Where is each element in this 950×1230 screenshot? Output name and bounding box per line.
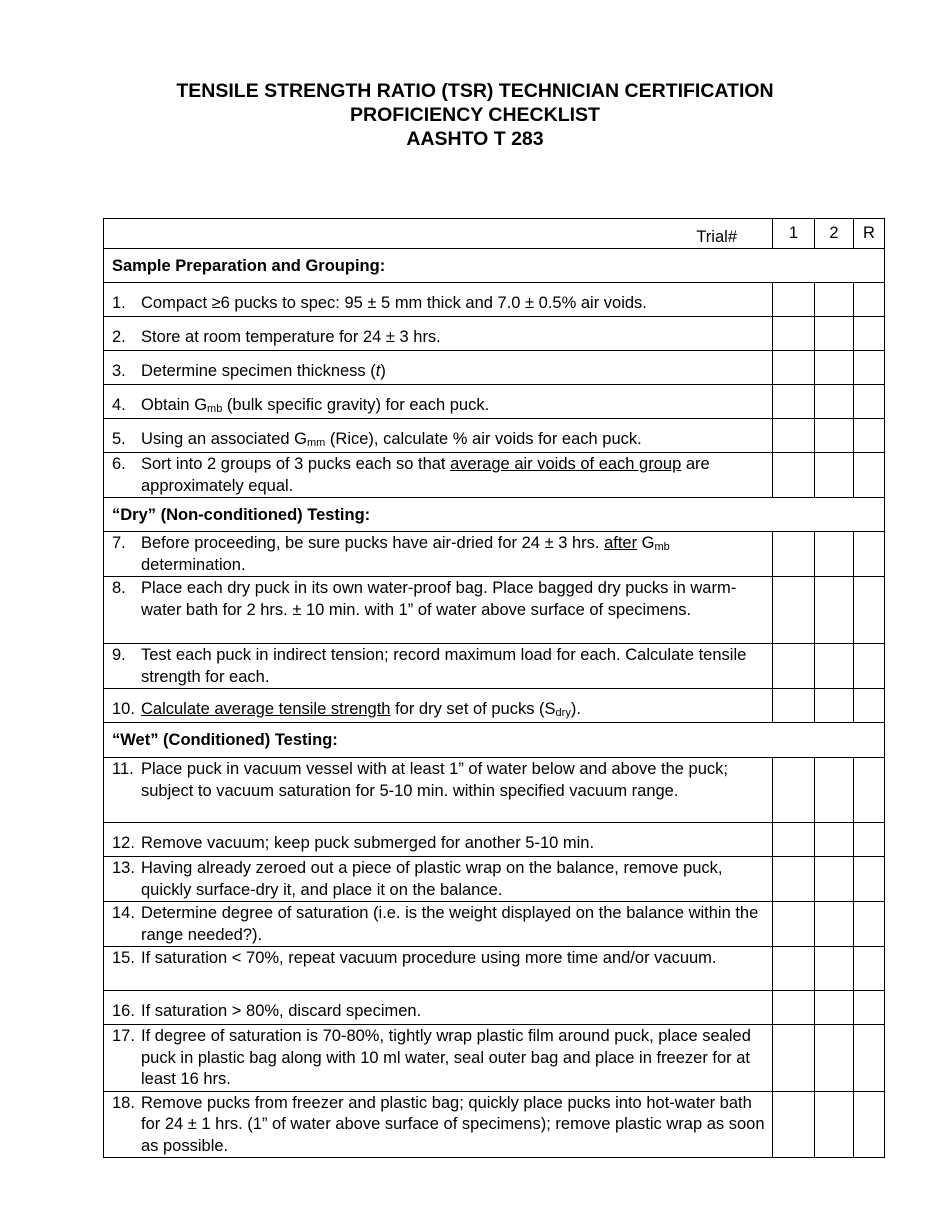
- check-cell-2[interactable]: [815, 689, 854, 723]
- section-heading-dry: “Dry” (Non-conditioned) Testing:: [104, 498, 885, 532]
- table-row: [104, 283, 885, 317]
- item-number: 14.: [112, 904, 135, 922]
- check-cell-r[interactable]: [854, 857, 885, 902]
- check-cell-1[interactable]: [773, 453, 815, 498]
- item-number: 1.: [112, 294, 126, 312]
- check-cell-1[interactable]: [773, 947, 815, 991]
- table-row: [104, 644, 885, 689]
- item-text: Having already zeroed out a piece of plastic wrap on the balance, remove puck, quickly surface-dry it, and place it on the balance.: [141, 859, 723, 899]
- check-cell-1[interactable]: [773, 644, 815, 689]
- table-row: [104, 419, 885, 453]
- table-row: [104, 385, 885, 419]
- item-number: 7.: [112, 534, 126, 552]
- check-cell-2[interactable]: [815, 385, 854, 419]
- title-line-2: PROFICIENCY CHECKLIST: [350, 104, 600, 126]
- table-row: [104, 317, 885, 351]
- item-text: If saturation < 70%, repeat vacuum procedure using more time and/or vacuum.: [141, 949, 717, 967]
- check-cell-2[interactable]: [815, 1091, 854, 1158]
- check-cell-2[interactable]: [815, 823, 854, 857]
- check-cell-r[interactable]: [854, 385, 885, 419]
- check-cell-1[interactable]: [773, 577, 815, 644]
- table-row: [104, 532, 885, 577]
- check-cell-r[interactable]: [854, 419, 885, 453]
- check-cell-1[interactable]: [773, 532, 815, 577]
- check-cell-1[interactable]: [773, 689, 815, 723]
- check-cell-r[interactable]: [854, 689, 885, 723]
- item-number: 15.: [112, 949, 135, 967]
- table-row: [104, 577, 885, 644]
- check-cell-2[interactable]: [815, 351, 854, 385]
- item-text: Place puck in vacuum vessel with at least 1” of water below and above the puck; subject to vacuum saturation for 5-10 min. within specified vacuum range.: [141, 760, 728, 800]
- check-cell-1[interactable]: [773, 758, 815, 823]
- item-number: 2.: [112, 328, 126, 346]
- table-row: [104, 947, 885, 991]
- table-row: [104, 1025, 885, 1092]
- check-cell-r[interactable]: [854, 453, 885, 498]
- table-row: [104, 823, 885, 857]
- table-row: [104, 857, 885, 902]
- table-row: [104, 1091, 885, 1158]
- table-row: [104, 991, 885, 1025]
- checklist-table: [103, 218, 885, 1158]
- check-cell-r[interactable]: [854, 532, 885, 577]
- section-row-wet: [104, 723, 885, 758]
- check-cell-2[interactable]: [815, 902, 854, 947]
- item-number: 17.: [112, 1027, 135, 1045]
- check-cell-1[interactable]: [773, 1091, 815, 1158]
- check-cell-r[interactable]: [854, 283, 885, 317]
- check-cell-r[interactable]: [854, 1025, 885, 1092]
- check-cell-2[interactable]: [815, 317, 854, 351]
- section-row-dry: [104, 498, 885, 532]
- item-number: 18.: [112, 1093, 135, 1112]
- item-text: Store at room temperature for 24 ± 3 hrs.: [141, 328, 441, 346]
- table-row: [104, 902, 885, 947]
- trial-col-2: 2: [815, 219, 854, 249]
- item-text: Place each dry puck in its own water-proof bag. Place bagged dry pucks in warm-water bath for 2 hrs. ± 10 min. with 1” of water above surface of specimens.: [141, 579, 737, 619]
- table-row: [104, 689, 885, 723]
- trial-label: Trial#: [104, 219, 773, 249]
- check-cell-2[interactable]: [815, 857, 854, 902]
- item-number: 5.: [112, 430, 126, 448]
- item-text: Calculate average tensile strength for dry set of pucks $(S_{dry})$.: [141, 700, 581, 719]
- item-text: Remove pucks from freezer and plastic bag; quickly place pucks into hot-water bath for 24 ± 1 hrs. (1” of water above surface of specimens); remove plastic wrap as soon as possible.: [141, 1093, 765, 1155]
- item-number: 10.: [112, 700, 135, 718]
- check-cell-1[interactable]: [773, 991, 815, 1025]
- item-text: Determine specimen thickness (t): [141, 362, 386, 380]
- check-cell-1[interactable]: [773, 283, 815, 317]
- page-title: [0, 79, 950, 151]
- check-cell-2[interactable]: [815, 577, 854, 644]
- item-number: 12.: [112, 834, 135, 852]
- item-text: Obtain $G_{mb}$ (bulk specific gravity) for each puck.: [141, 396, 490, 415]
- check-cell-2[interactable]: [815, 532, 854, 577]
- table-row: [104, 351, 885, 385]
- item-text: If degree of saturation is 70-80%, tightly wrap plastic film around puck, place sealed puck in plastic bag along with 10 ml water, seal outer bag and place in freezer for at least 16 hrs.: [141, 1027, 751, 1088]
- item-text: Test each puck in indirect tension; record maximum load for each. Calculate tensile strength for each.: [141, 646, 747, 686]
- check-cell-2[interactable]: [815, 453, 854, 498]
- check-cell-1[interactable]: [773, 1025, 815, 1092]
- check-cell-r[interactable]: [854, 947, 885, 991]
- section-heading-wet: “Wet” (Conditioned) Testing:: [104, 723, 885, 758]
- item-text: Determine degree of saturation (i.e. is the weight displayed on the balance within the range needed?).: [141, 904, 759, 944]
- check-cell-r[interactable]: [854, 758, 885, 823]
- check-cell-1[interactable]: [773, 823, 815, 857]
- table-row: [104, 453, 885, 498]
- check-cell-r[interactable]: [854, 577, 885, 644]
- title-line-1: TENSILE STRENGTH RATIO (TSR) TECHNICIAN CERTIFICATION: [176, 80, 774, 102]
- section-row-prep: [104, 249, 885, 283]
- check-cell-r[interactable]: [854, 351, 885, 385]
- item-text: Sort into 2 groups of 3 pucks each so that average air voids of each group are approximately equal.: [141, 455, 710, 495]
- item-number: 11.: [112, 760, 134, 778]
- check-cell-2[interactable]: [815, 947, 854, 991]
- item-text: If saturation > 80%, discard specimen.: [141, 1002, 422, 1020]
- check-cell-r[interactable]: [854, 317, 885, 351]
- check-cell-r[interactable]: [854, 1091, 885, 1158]
- item-text: Remove vacuum; keep puck submerged for another 5-10 min.: [141, 834, 595, 852]
- item-text: Using an associated $G_{mm}$ (Rice), calculate % air voids for each puck.: [141, 430, 642, 449]
- item-number: 13.: [112, 859, 135, 877]
- trial-col-r: R: [854, 219, 885, 249]
- item-number: 9.: [112, 646, 126, 664]
- check-cell-r[interactable]: [854, 902, 885, 947]
- check-cell-2[interactable]: [815, 419, 854, 453]
- trial-col-1: 1: [773, 219, 815, 249]
- check-cell-1[interactable]: [773, 419, 815, 453]
- check-cell-2[interactable]: [815, 758, 854, 823]
- item-number: 6.: [112, 455, 126, 473]
- title-line-3: AASHTO T 283: [406, 128, 544, 150]
- item-number: 16.: [112, 1002, 135, 1020]
- item-number: 8.: [112, 579, 126, 597]
- table-row: [104, 758, 885, 823]
- check-cell-1[interactable]: [773, 351, 815, 385]
- item-number: 3.: [112, 362, 126, 380]
- check-cell-1[interactable]: [773, 385, 815, 419]
- item-number: 4.: [112, 396, 126, 414]
- check-cell-r[interactable]: [854, 644, 885, 689]
- check-cell-1[interactable]: [773, 317, 815, 351]
- check-cell-1[interactable]: [773, 902, 815, 947]
- header-row: [104, 219, 885, 249]
- check-cell-2[interactable]: [815, 1025, 854, 1092]
- item-text: Compact ≥6 pucks to spec: 95 ± 5 mm thick and 7.0 ± 0.5% air voids.: [141, 294, 647, 312]
- section-heading-prep: Sample Preparation and Grouping:: [104, 249, 885, 283]
- check-cell-2[interactable]: [815, 283, 854, 317]
- check-cell-1[interactable]: [773, 857, 815, 902]
- check-cell-2[interactable]: [815, 644, 854, 689]
- check-cell-r[interactable]: [854, 823, 885, 857]
- check-cell-2[interactable]: [815, 991, 854, 1025]
- check-cell-r[interactable]: [854, 991, 885, 1025]
- item-text: Before proceeding, be sure pucks have air-dried for 24 ± 3 hrs. after $G_{mb}$ determination.: [141, 534, 670, 574]
